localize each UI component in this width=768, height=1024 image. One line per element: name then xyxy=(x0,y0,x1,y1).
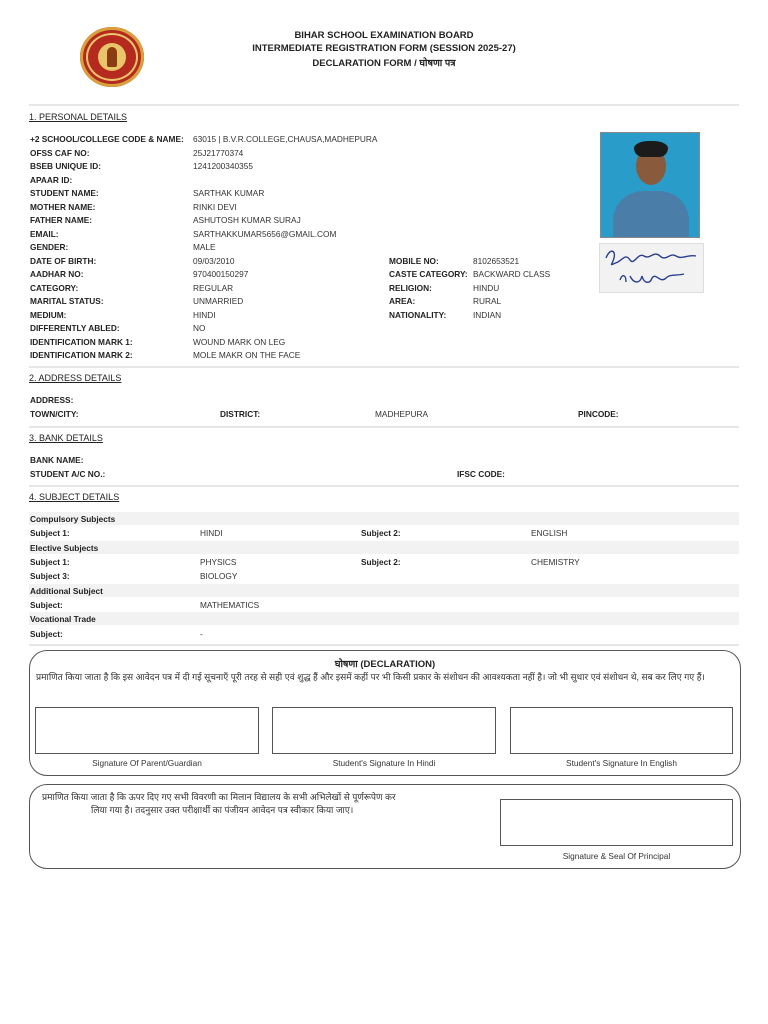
elective-subject-2: CHEMISTRY xyxy=(531,557,580,567)
additional-subject: MATHEMATICS xyxy=(200,600,260,610)
english-signature-field[interactable] xyxy=(510,707,733,754)
hindi-signature-label: Student's Signature In Hindi xyxy=(332,758,436,768)
divider xyxy=(29,104,739,106)
field-label: CASTE CATEGORY: xyxy=(389,269,468,279)
nationality-value: INDIAN xyxy=(473,310,502,320)
religion-value: HINDU xyxy=(473,283,500,293)
divider xyxy=(29,426,739,428)
field-label: STUDENT NAME: xyxy=(30,188,99,198)
dob-value: 09/03/2010 xyxy=(193,256,235,266)
field-label: MARITAL STATUS: xyxy=(30,296,104,306)
vocational-heading: Vocational Trade xyxy=(30,614,96,624)
account-label: STUDENT A/C NO.: xyxy=(30,469,106,479)
field-label: DIFFERENTLY ABLED: xyxy=(30,323,120,333)
parent-signature-label: Signature Of Parent/Guardian xyxy=(92,758,202,768)
compulsory-subject-2: ENGLISH xyxy=(531,528,568,538)
mobile-value: 8102653521 xyxy=(473,256,520,266)
town-label: TOWN/CITY: xyxy=(30,409,79,419)
field-label: MOTHER NAME: xyxy=(30,202,96,212)
declaration-text: प्रमाणित किया जाता है कि इस आवेदन पत्र में दी गई सूचनाएँ पूरी तरह से सही एवं शुद्ध हैं और इसमें कहीं पर भी किसी प्रकार के संशोधन की आवश्यकता नहीं है। जो भी सुधार एवं संशोधन थे, सब कर लिए गए हैं। xyxy=(36,672,705,682)
elective-heading: Elective Subjects xyxy=(30,543,99,553)
section-address-title: 2. ADDRESS DETAILS xyxy=(29,373,122,383)
address-label: ADDRESS: xyxy=(30,395,74,405)
hindi-signature-field[interactable] xyxy=(272,707,496,754)
medium-value: HINDI xyxy=(193,310,216,320)
category-value: REGULAR xyxy=(193,283,234,293)
field-label: MOBILE NO: xyxy=(389,256,439,266)
aadhar-value: 970400150297 xyxy=(193,269,249,279)
principal-seal-label: Signature & Seal Of Principal xyxy=(562,851,671,861)
divider xyxy=(29,366,739,368)
field-label: +2 SCHOOL/COLLEGE CODE & NAME: xyxy=(30,134,184,144)
row-stripe xyxy=(29,612,739,625)
gender-value: MALE xyxy=(193,242,216,252)
compulsory-heading: Compulsory Subjects xyxy=(30,514,116,524)
photo-body xyxy=(613,191,689,238)
student-name-value: SARTHAK KUMAR xyxy=(193,188,265,198)
vocational-subject: - xyxy=(200,629,203,639)
subject-label: Subject 2: xyxy=(361,528,401,538)
principal-seal-field[interactable] xyxy=(500,799,733,846)
school-code-value: 63015 | B.V.R.COLLEGE,CHAUSA,MADHEPURA xyxy=(193,134,378,144)
marital-status-value: UNMARRIED xyxy=(193,296,244,306)
principal-text-line1: प्रमाणित किया जाता है कि ऊपर दिए गए सभी विवरणी का मिलान विद्यालय के सभी अभिलेखों से पूर्णरूपेण कर xyxy=(42,792,396,802)
divider xyxy=(29,485,739,487)
field-label: AADHAR NO: xyxy=(30,269,84,279)
field-label: DATE OF BIRTH: xyxy=(30,256,97,266)
additional-heading: Additional Subject xyxy=(30,586,103,596)
elective-subject-1: PHYSICS xyxy=(200,557,237,567)
row-stripe xyxy=(29,584,739,597)
section-subject-title: 4. SUBJECT DETAILS xyxy=(29,492,120,502)
field-label: GENDER: xyxy=(30,242,69,252)
parent-signature-field[interactable] xyxy=(35,707,259,754)
subject-label: Subject 3: xyxy=(30,571,70,581)
field-label: IDENTIFICATION MARK 1: xyxy=(30,337,133,347)
divider xyxy=(29,644,739,646)
subject-label: Subject 1: xyxy=(30,528,70,538)
student-signature-image xyxy=(599,243,704,293)
bank-name-label: BANK NAME: xyxy=(30,455,84,465)
principal-text-line2: लिया गया है। तदनुसार उक्त परीक्षार्थी का पंजीयन आवेदन पत्र स्वीकार किया जाए। xyxy=(91,805,354,815)
field-label: APAAR ID: xyxy=(30,175,73,185)
row-stripe xyxy=(29,541,739,554)
subject-label: Subject: xyxy=(30,600,63,610)
mother-name-value: RINKI DEVI xyxy=(193,202,237,212)
photo-hair xyxy=(634,141,668,157)
board-name: BIHAR SCHOOL EXAMINATION BOARD xyxy=(294,30,474,41)
field-label: EMAIL: xyxy=(30,229,59,239)
district-label: DISTRICT: xyxy=(220,409,261,419)
area-value: RURAL xyxy=(473,296,502,306)
subject-label: Subject 2: xyxy=(361,557,401,567)
compulsory-subject-1: HINDI xyxy=(200,528,223,538)
caste-value: BACKWARD CLASS xyxy=(473,269,551,279)
row-stripe xyxy=(29,512,739,525)
signature-scribble-icon xyxy=(600,244,703,292)
form-subtitle: DECLARATION FORM / घोषणा पत्र xyxy=(312,58,456,69)
subject-label: Subject: xyxy=(30,629,63,639)
field-label: OFSS CAF NO: xyxy=(30,148,90,158)
ifsc-label: IFSC CODE: xyxy=(457,469,505,479)
section-personal-title: 1. PERSONAL DETAILS xyxy=(29,112,128,122)
id-mark-2-value: MOLE MAKR ON THE FACE xyxy=(193,350,301,360)
section-bank-title: 3. BANK DETAILS xyxy=(29,433,103,443)
district-value: MADHEPURA xyxy=(375,409,429,419)
field-label: RELIGION: xyxy=(389,283,432,293)
student-photo xyxy=(600,132,700,238)
pincode-label: PINCODE: xyxy=(578,409,619,419)
field-label: AREA: xyxy=(389,296,416,306)
english-signature-label: Student's Signature In English xyxy=(566,758,677,768)
field-label: FATHER NAME: xyxy=(30,215,93,225)
declaration-title: घोषणा (DECLARATION) xyxy=(334,659,436,670)
subject-label: Subject 1: xyxy=(30,557,70,567)
form-title: INTERMEDIATE REGISTRATION FORM (SESSION 2025-27) xyxy=(252,43,516,54)
caf-no-value: 25J21770374 xyxy=(193,148,244,158)
field-label: IDENTIFICATION MARK 2: xyxy=(30,350,133,360)
elective-subject-3: BIOLOGY xyxy=(200,571,238,581)
differently-abled-value: NO xyxy=(193,323,206,333)
field-label: MEDIUM: xyxy=(30,310,67,320)
father-name-value: ASHUTOSH KUMAR SURAJ xyxy=(193,215,301,225)
field-label: NATIONALITY: xyxy=(389,310,447,320)
email-value: SARTHAKKUMAR5656@GMAIL.COM xyxy=(193,229,337,239)
unique-id-value: 1241200340355 xyxy=(193,161,253,171)
field-label: CATEGORY: xyxy=(30,283,79,293)
id-mark-1-value: WOUND MARK ON LEG xyxy=(193,337,286,347)
field-label: BSEB UNIQUE ID: xyxy=(30,161,101,171)
